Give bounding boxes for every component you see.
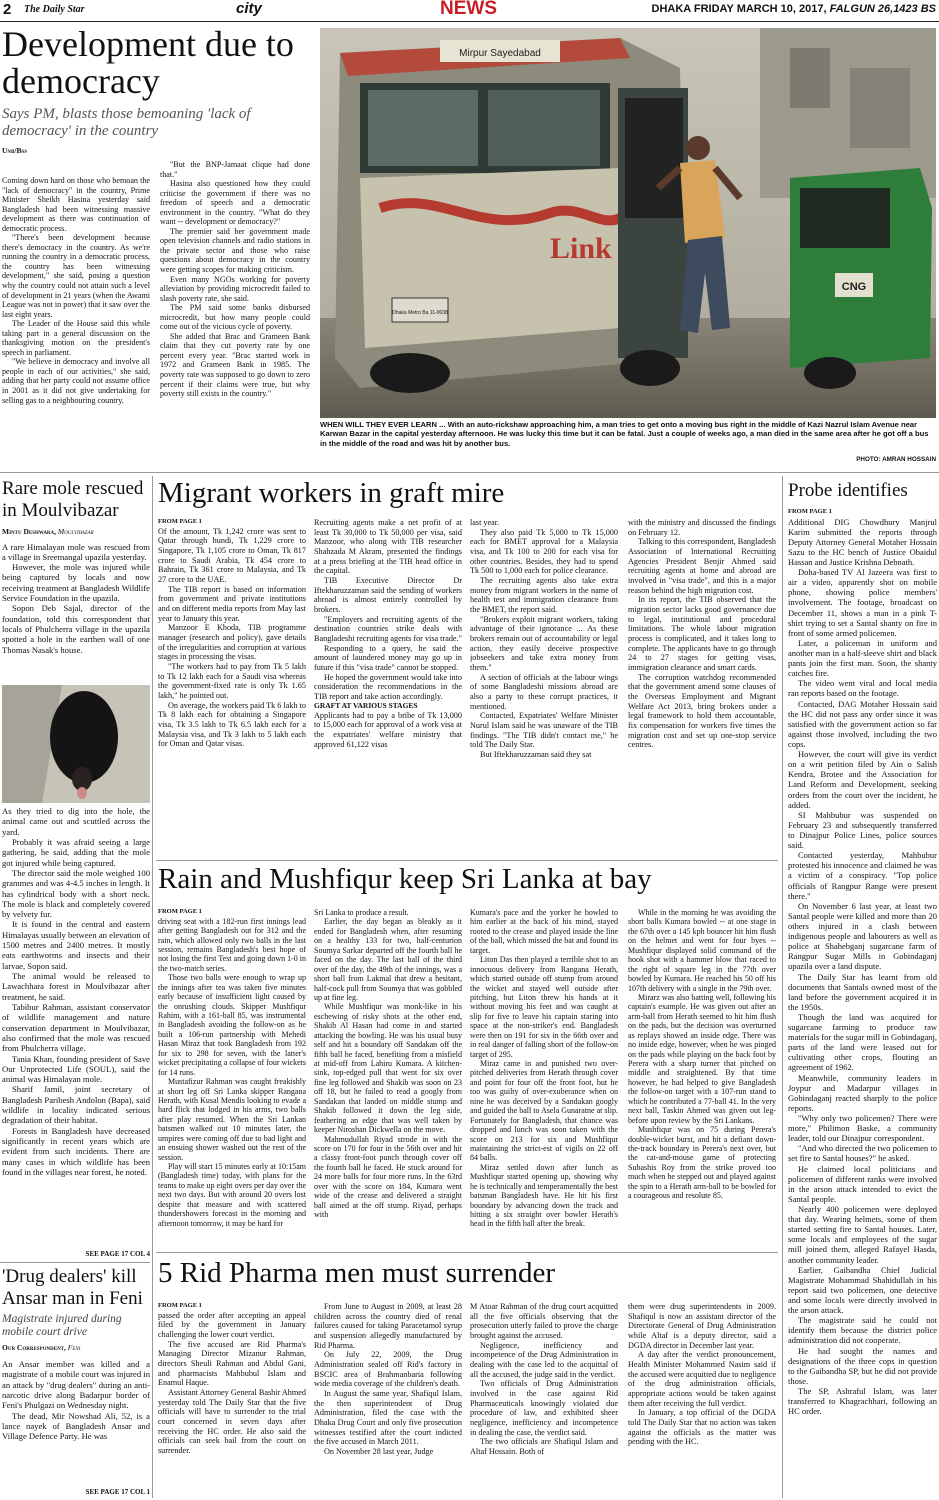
dateline-date: DHAKA FRIDAY MARCH 10, 2017,	[651, 3, 827, 15]
mole-paragraph: The animal would be released to Lawachhara forest in Moulvibazar after treatment, he said.	[2, 971, 150, 1002]
migrant-paragraph: "Employers and recruiting agents of the destination countries strike deals with Bangladeshi recruiting agents for visa trade."	[314, 614, 462, 644]
cricket-column-4	[628, 908, 776, 1248]
column-rule	[782, 476, 783, 1498]
lead-paragraph: "There's been development because there's democracy in the country. As we're running the country in a democratic process, the country has been witnessing development," she said, posing a question why the country could not attain such a level of development in 21 years (when the Awami League was not in power) that it saw over the last eight years.	[2, 233, 150, 319]
cricket-paragraph: Mushfiqur was on 75 during Perera's double-wicket burst, and hit a defiant down-the-track boundary in Perera's next over, but the cat-and-mouse game of protecting Subashis Roy from the strike proved too much when he stepped out and played against the spin to a Herath arm-ball to be bowled for a courageous and resolute 85.	[628, 1125, 776, 1201]
dateline	[652, 3, 936, 16]
pharma-paragraph: In August the same year, Shafiqul Islam, the then superintendent of Drug Administration, filed the case with the Dhaka Drug Court and only five prosecution witnesses testified after the court indicted the five accused in March 2011.	[314, 1389, 462, 1447]
cricket-column-3	[470, 908, 618, 1248]
probe-from-page: FROM PAGE 1	[788, 507, 832, 515]
mole-paragraph: Tabibur Rahman, assistant conservator of wildlife management and nature conservation department in Moulvibazar, also confirmed that the mole was rescued from Phulcherra village.	[2, 1001, 150, 1054]
probe-paragraph: Meanwhile, community leaders in Joypur and Madarpur villages in Gobindaganj reacted sharply to the police reports.	[788, 1072, 937, 1113]
mole-paragraph: Tania Khan, founding president of Save Our Unprotected Life (SOUL), said the animal was Himalayan mole.	[2, 1053, 150, 1085]
probe-paragraph: The Daily Star has learnt from old documents that Santals owned most of the land before the government acquired it in the 1950s.	[788, 971, 937, 1012]
lead-paragraph: The PM said some banks disbursed microcredit, but how many people could come out of the vicious cycle of poverty.	[160, 303, 310, 332]
pharma-paragraph: M Atoar Rahman of the drug court acquitted all the five officials observing that the prosecution utterly failed to prove the charge brought against the accused.	[470, 1302, 618, 1341]
migrant-column-4	[628, 518, 776, 856]
pharma-column-3	[470, 1302, 618, 1498]
probe-paragraph: He claimed local politicians and policemen of different ranks were involved in the arson attack intended to evict the Santal people.	[788, 1163, 937, 1204]
mole-byline	[2, 528, 150, 537]
cricket-paragraph: Mahmudullah Riyad strode in with the score on 170 for four in the 56th over and hit a classy front-foot punch through cover off the fourth ball he faced. He stuck around for 24 more balls for four more runs. In the 63rd over with the score on 184, Kumara went wide of the crease and delivered a straight ball aimed at the off stump. Riyad, perhaps with	[314, 1134, 462, 1219]
mole-paragraph: A rare Himalayan mole was rescued from a village in Sreemangal upazila yesterday.	[2, 541, 150, 562]
cricket-paragraph: Liton Das then played a terrible shot to an innocuous delivery from Rangana Herath, which started outside off stump from around the wicket and stayed well outside after pitching, but Liton threw his hands at it without moving his feet and was caught at slip for five to leave his captain staring into space at the non-striker's end. Bangladesh were then on 191 for six in the 66th over and in real danger of falling short of the follow-on target of 295.	[470, 955, 618, 1059]
bus-photo-illustration	[320, 28, 936, 418]
migrant-paragraph: But Iftekharuzzaman said they sat	[480, 750, 592, 760]
mole-paragraph: Forests in Bangladesh have decreased significantly in recent years which are evident from such incidents. There are many cases in which wildlife has been found in the villages near forest, he noted.	[2, 1125, 150, 1177]
caption-lead: WHEN WILL THEY EVER LEARN ...	[320, 420, 446, 429]
mole-paragraph: As they tried to dig into the hole, the animal came out and scuttled across the yard.	[2, 806, 150, 837]
migrant-paragraph: Recruiting agents make a net profit of at least Tk 30,000 to Tk 50,000 per visa, said Manzoor, who along with TIB researcher Shahzada M Akram, presented the findings at a press briefing at the TIB head office in the capital.	[314, 518, 462, 576]
lead-headline[interactable]: Development due to democracy	[2, 26, 294, 102]
pharma-headline[interactable]: 5 Rid Pharma men must surrender	[158, 1258, 556, 1289]
section-divider	[156, 860, 778, 861]
pharma-paragraph: On July 22, 2009, the Drug Administration sealed off Rid's factory in BSCIC area of Brahmanbaria following wide media coverage of the children's death.	[314, 1350, 462, 1389]
pharma-column-1	[158, 1302, 306, 1498]
pharma-paragraph: In January, a top official of the DGDA told The Daily Star that no action was taken against the officials as the matter was pending with the HC.	[628, 1408, 776, 1447]
probe-paragraph: He had sought the names and designations of the three cops in question to the Gaibandha SP, but he did not provide those.	[788, 1345, 937, 1386]
lead-deck: Says PM, blasts those bemoaning 'lack of democracy' in the country	[2, 106, 251, 140]
pharma-from-page: FROM PAGE 1	[158, 1302, 202, 1309]
migrant-paragraph: Applicants had to pay a bribe of Tk 13,000 to 15,000 each for approval of a work visa at the expatriates' welfare ministry that approved 61,122 visas	[314, 710, 462, 749]
page-masthead	[0, 0, 939, 22]
pharma-paragraph: them were drug superintendents in 2009. Shafiqul is now an assistant director of the Directorate General of Drug Administration while Altaf is a deputy director, said a DGDA director in December last year.	[628, 1302, 776, 1350]
mole-paragraph: Sopon Deb Sajal, director of the foundation, told this correspondent that locals of Phulcherra village in the upazila spotted a hole in the earthen wall of one Thomas Nasak's house.	[2, 603, 150, 655]
pharma-paragraph: On November 28 last year, Judge	[324, 1447, 434, 1457]
cricket-paragraph: While Mushfiqur was monk-like in his eschewing of risky shots at the other end, Shakib Al Hasan had come in and started attacking the bowling. He was his usual busy self and hit a boundary off Sandakan off the fifth ball he faced, benefiting from a misfield at mid-off from Lahiru Kumara. A kitchen-sink, top-edged pull that went for six over fine leg followed and Shakib was soon on 23 off 18, but he failed to read a googly from Sandakan that landed on middle stump and Shakib followed it down the leg side, feathering an edge that was well taken by keeper Niroshan Dickwella on the move.	[314, 1002, 462, 1135]
section-name: city	[236, 0, 262, 17]
lead-paragraph: She added that Brac and Grameen Bank claim that they cut poverty rate by one percent every year. "Brac started work in 1972 and Grameen Bank in 1985. The poverty rate was supposed to go down to zero percent if their claims were true, but why poverty still exists in the country."	[160, 331, 310, 399]
cricket-from-page: FROM PAGE 1	[158, 908, 202, 915]
probe-paragraph: Doha-based TV Al Jazeera was first to air a video, apparently shot on mobile phone, showing police members' involvement. The footage, broadcast on December 11, shows a man in a pink T-shirt trying to set a Santal shanty on fire in front of some armed policemen.	[788, 567, 937, 638]
lead-paragraph: "But the BNP-Jamaat clique had done that."	[160, 160, 310, 179]
migrant-column-2	[314, 518, 462, 856]
migrant-paragraph: Responding to a query, he said the amount of laundered money may go up in future if this "visa trade" cannot be stopped.	[314, 643, 462, 673]
photo-credit: PHOTO: AMRAN HOSSAIN	[856, 456, 936, 463]
pharma-paragraph: The two officials are Shafiqul Islam and Altaf Hossain. Both of	[470, 1437, 618, 1457]
migrant-paragraph: He hoped the government would take into consideration the recommendations in the TIB report and take action accordingly.	[314, 672, 462, 702]
lead-paragraph: Even many NGOs working for poverty alleviation by providing microcredit failed to slash poverty rate, she said.	[160, 274, 310, 303]
migrant-paragraph: The TIB report is based on information from government and private institutions and on different media reports from May last year to January this year.	[158, 584, 306, 623]
drug-jump-link[interactable]: SEE PAGE 17 COL 1	[85, 1488, 150, 1496]
migrant-paragraph: Of the amount, Tk 1,242 crore was sent to Qatar through hundi, Tk 1,229 crore to Singapore, Tk 1,105 crore to Oman, Tk 817 crore to Saudi Arabia, Tk 454 crore to Bahrain, Tk 361 crore to Malaysia, and Tk 27 crore to the UAE.	[158, 526, 306, 585]
cricket-paragraph: Mustafizur Rahman was caught freakishly at short leg off Sri Lanka skipper Rangana Herath, with Kusal Mendis looking to evade a hard flick that lodged in his arms, two balls after play resumed. When the Sri Lankan batsmen walked out 10 minutes later, the umpires were coming off due to bad light and an ensuing shower washed out the rest of the session.	[158, 1077, 306, 1162]
mole-headline[interactable]: Rare mole rescued in Moulvibazar	[2, 478, 144, 521]
probe-paragraph: Though the land was acquired for sugarcane farming to produce raw materials for the sugar mill in Gobindaganj, parts of the land were leased out for cultivating other crops, flouting an agreement of 1962.	[788, 1011, 937, 1073]
probe-paragraph: "Why only two policemen? There were more," Philimon Baske, a community leader, told our Dinajpur correspondent.	[788, 1113, 937, 1144]
cricket-paragraph: Miraz came in and punished two over-pitched deliveries from Herath through cover and point for four off the front foot, but he too was guilty of over-exuberance when on nine he was deceived by a Sandakan googly and guided the ball to Asela Gunaratne at slip. Fortunately for Bangladesh, that chance was dropped and lunch was soon taken with the score on 213 for six and Mushfiqur maintaining the strict-est of vigils on 22 off 84 balls.	[470, 1059, 618, 1163]
mole-photo	[2, 685, 150, 803]
migrant-paragraph: On average, the workers paid Tk 6 lakh to Tk 8 lakh each for obtaining a Singapore visa, Tk 3.5 lakh to Tk 6.5 lakh each for a Malaysia visa, and Tk 3 lakh to 5 lakh each for Oman and Qatar visas.	[158, 700, 306, 749]
lead-byline: Unb/Bss	[2, 145, 28, 155]
drug-deck: Magistrate injured during mobile court drive	[2, 1312, 122, 1339]
probe-paragraph: Nearly 400 policemen were deployed that day. Wearing helmets, some of them started setting fire to Santal houses. Later, some locals and employees of the sugar mill joined them, alleged Rafayel Hasda, another community leader.	[788, 1204, 937, 1265]
pharma-paragraph: A day after the verdict pronouncement, Health Minister Mohammed Nasim said if the accused were acquitted due to negligence of the drug administration officials, appropriate actions would be taken against them after receiving the full verdict.	[628, 1350, 776, 1408]
migrant-subhead: GRAFT AT VARIOUS STAGES	[314, 700, 418, 710]
migrant-paragraph: The recruiting agents also take extra money from migrant workers in the name of health test and immigration clearance from the BMET, the report said.	[470, 576, 618, 615]
migrant-paragraph: "The workers had to pay from Tk 5 lakh to Tk 12 lakh each for a Saudi visa whereas the government-fixed rate is only Tk 1.65 lakh," he pointed out.	[158, 662, 306, 701]
cricket-paragraph: Miraz settled down after lunch as Mushfiqur started opening up, showing why he is technically and temperamentally the best batsman Bangladesh have. He hit his first boundary by advancing down the track and hitting a six straight over bowler Herath's head in the fifth ball after the break.	[470, 1162, 618, 1229]
news-photo	[320, 28, 936, 418]
bus-plate-text: Dhaka Metro Ba 11-0638	[392, 310, 448, 316]
caption-text: With an auto-rickshaw approaching him, a man tries to get onto a moving bus right in the middle of Kazi Nazrul Islam Avenue near Karwan Bazar in the capital yesterday afternoon. He was lucky this time but it can be fatal. Just a couple of weeks ago, a man died in the same area after he got off a bus in the middle of the road and was hit by another bus.	[320, 420, 929, 448]
lead-paragraph: "We believe in democracy and involve all people in each of our activities," she said, adding that her party could not assume office in 2001 as it did not give undertaking for selling gas to a neighbouring country.	[2, 357, 150, 405]
pharma-paragraph: From June to August in 2009, at least 28 children across the country died of renal failures caused for taking Paracetamol syrup and suspension allegedly manufactured by Rid Pharma.	[314, 1302, 462, 1350]
probe-paragraph: The magistrate said he could not identify them because the district police administration did not cooperate.	[788, 1315, 937, 1346]
bus-painted-word: Link	[550, 232, 612, 265]
migrant-paragraph: A section of officials at the labour wings of some Bangladeshi missions abroad are also a party to these corrupt practices, it mentioned.	[470, 672, 618, 711]
migrant-paragraph: last year.	[470, 518, 500, 527]
lead-paragraph: The Leader of the House said this while taking part in a general discussion on the thanksgiving motion on the president's speech in parliament.	[2, 319, 150, 357]
mole-paragraph: However, the mole was injured while being captured by locals and now receiving treatment at Bangladesh Wildlife Service Foundation in the upazila.	[2, 562, 150, 604]
probe-paragraph: "And who directed the two policemen to set fire to Santal houses?" he asked.	[788, 1143, 937, 1164]
pharma-paragraph: Two officials of Drug Administration involved in the case against Rid Pharmaceuticals knowingly violated due procedure of law, and exhibited sheer negligence, inefficiency and incompetence in dealing the case, the verdict said.	[470, 1379, 618, 1437]
lead-paragraph: Coming down hard on those who bemoan the "lack of democracy" in the country, Prime Minister Sheikh Hasina yesterday said Bangladesh had been witnessing massive development as there was continuation of democratic process.	[2, 176, 150, 233]
drug-paragraph: An Ansar member was killed and a magistrate of a mobile court was injured in an attack by "drug dealers" during an anti-narcotic drive along Badarpur border of Feni's Phulgazi on Wednesday night.	[2, 1359, 150, 1411]
pharma-column-2	[314, 1302, 462, 1498]
mole-paragraph: It is found in the central and eastern Himalayas usually between an elevation of 1500 metres and 2400 metres. It mostly eats earthworms and insects and their larvae, Sopon said.	[2, 919, 150, 971]
migrant-headline-block	[158, 478, 778, 518]
probe-headline[interactable]: Probe identifies	[788, 480, 908, 501]
cricket-paragraph: Those two balls were enough to wrap up the innings after tea was taken five minutes early because of insufficient light caused by the onrushing clouds. Skipper Mushfiqur Rahim, with a 161-ball 85, was instrumental in Bangladesh avoiding the follow-on as he built a 106-run partnership with Mehedi Hasan Miraz that took Bangladesh from 192 for six to 298 for seven, with the latter's wicket precipitating a collapse of four wickets for 14 runs.	[158, 973, 306, 1077]
pharma-column-4	[628, 1302, 776, 1498]
migrant-column-1	[158, 518, 306, 856]
migrant-paragraph: TIB Executive Director Dr Iftekharuzzaman said the sending of workers abroad is almost entirely controlled by brokers.	[314, 576, 462, 615]
drug-byline-name: Our Correspondent,	[2, 1343, 66, 1353]
pharma-headline-block	[158, 1258, 778, 1298]
migrant-from-page: FROM PAGE 1	[158, 518, 202, 525]
probe-story	[788, 480, 937, 1498]
cricket-paragraph: Earlier, the day began as bleakly as it ended for Bangladesh when, after resuming on a healthy 133 for two, half-centurion Soumya Sarkar departed off the fourth ball he faced on the day. The last ball of the third over of the day, the 49th of the innings, was a short ball from Lakmal that drew a hesitant, half-cock pull from Soumya that was gobbled up at fine leg.	[314, 917, 462, 1002]
migrant-paragraph: They also paid Tk 5,000 to Tk 15,000 each for BMET approval for a Malaysia visa, and Tk 100 to 200 for each visa for other countries. Besides, they had to spend Tk 500 to 1,000 each for police clearance.	[470, 527, 618, 576]
probe-paragraph: The video went viral and local media ran reports based on the footage.	[788, 678, 937, 699]
bus-route-text: Mirpur Sayedabad	[459, 48, 541, 59]
column-rule	[152, 476, 153, 1498]
section-divider	[0, 472, 939, 473]
drug-headline[interactable]: 'Drug dealers' kill Ansar man in Feni	[2, 1266, 143, 1309]
probe-paragraph: Contacted yesterday, Mahbubur protested his innocence and claimed he was a victim of a conspiracy. "Top police officials of Rangpur Range were present there."	[788, 850, 937, 901]
mole-top-text	[2, 542, 150, 655]
cricket-paragraph: driving seat with a 182-run first innings lead after getting Bangladesh out for 312 and the rain, which allowed only two balls in the last session, remains Bangladesh's best hope of not losing the first Test and going down 1-0 in the two-match series.	[158, 916, 306, 973]
migrant-paragraph: Manzoor E Khoda, TIB programme manager (research and policy), gave details of the irregularities and corruption at various stages in processing the visas.	[158, 623, 306, 662]
probe-paragraph: However, the court will give its verdict on a writ petition filed by Ain o Salish Kendra, Brotee and the Association for Land Reform and Development, seeking orders from the court over the incident, he added.	[788, 749, 937, 810]
migrant-paragraph: Contacted, Expatriates' Welfare Minister Nurul Islam said he was unaware of the TIB findings. "The TIB didn't contact me," he told The Daily Star.	[470, 711, 618, 750]
page-number: 2	[3, 1, 12, 18]
probe-paragraph: On November 6 last year, at least two Santal people were killed and more than 20 others injured in a clash between indigenous people and labourers as well as police at Shahebganj sugarcane farm of Rangpur Sugar Mills in Gobindaganj upazila over a land dispute.	[788, 900, 937, 972]
dateline-bengali: FALGUN 26,1423 BS	[829, 3, 936, 15]
photo-caption	[320, 420, 936, 458]
probe-paragraph: Additional DIG Chowdhury Manjrul Karim submitted the reports through Deputy Attorney General Motaher Hossain Sazu to the HC bench of Justice Obaidul Hassan and Justice Krishna Debnath.	[788, 516, 937, 568]
cng-label: CNG	[841, 281, 867, 293]
mole-paragraph: The director said the mole weighed 100 grammes and was 4-4.5 inches in length. It has cylindrical body with a short neck. The mole is black and completely covered by velvety fur.	[2, 867, 150, 920]
mole-bottom-text	[2, 806, 150, 1248]
lead-paragraph: The premier said her government made open television channels and radio stations in the private sector and those who raise questions about democracy in the country were getting scopes for making criticism.	[160, 226, 310, 275]
lead-paragraph: Hasina also questioned how they could criticise the government if there was no freedom of speech and a democratic environment in the country. "What do they want -- development or democracy?"	[160, 179, 310, 227]
probe-paragraph: Earlier, Gaibandha Chief Judicial Magistrate Mohammad Shahidullah in his report said two policemen, one detective and some locals were directly involved in the arson attack.	[788, 1264, 937, 1316]
probe-paragraph: Contacted, DAG Motaher Hossain said the HC did not pass any order since it was satisfied with the government action so far against those involved, including the two cops.	[788, 698, 937, 749]
cricket-headline-block	[158, 864, 778, 904]
drug-paragraph: The dead, Mir Nowshad Ali, 52, is a lance nayek of Bangladesh Ansar and Village Defence Party. He was	[2, 1410, 150, 1442]
mole-jump-link[interactable]: SEE PAGE 17 COL 4	[85, 1250, 150, 1258]
migrant-column-3	[470, 518, 618, 856]
pharma-paragraph: passed the order after accepting an appeal filed by the government in January challenging the lower court verdict.	[158, 1310, 306, 1339]
lead-column-1	[2, 176, 150, 468]
migrant-paragraph: In its report, the TIB observed that the migration sector lacks good governance due to legal, institutional and procedural limitations. The whole labour migration process is complicated, and it takes long to complete. The applicants have to go through 24 to 27 stages for getting visas, immigration clearance and smart cards.	[628, 595, 776, 673]
cricket-column-1	[158, 908, 306, 1248]
cricket-column-2	[314, 908, 462, 1248]
migrant-paragraph: The corruption watchdog recommended that the government amend some clauses of the Overseas Employment and Migrant Welfare Act 2013, bring brokers under a legal framework to hold them accountable, fix compensation for workers five times the migration cost and set up one-stop service centres.	[628, 672, 776, 750]
cricket-paragraph: While in the morning he was avoiding the short balls Kumara bowled -- at one stage in the 67th over a 145 kph bouncer hit him flush on the helmet and went for four byes -- Mushfiqur displayed solid command of the hook shot with a hammer blow that raced to the right of square leg in the 77th over bowled by Kumara. He reached his 50 off his 107th delivery with a single in the 79th over.	[628, 908, 776, 993]
drug-byline	[2, 1344, 150, 1353]
pharma-paragraph: Negligence, inefficiency and incompetence of the Drug Administration in dealing with the case led to the acquittal of all the accused, the judge said in the verdict.	[470, 1340, 618, 1379]
mole-illustration	[2, 685, 150, 803]
cricket-paragraph: Kumara's pace and the yorker he bowled to him earlier at the back of his mind, stayed rooted to the crease and played inside the line of the ball, which missed the bat and found its target.	[470, 908, 618, 955]
lead-column-2	[160, 160, 310, 468]
probe-text	[788, 508, 937, 1416]
probe-paragraph: SI Mahbubur was suspended on February 23 and subsequently transferred to Dinajpur Police Lines, police sources said.	[788, 809, 937, 851]
section-label: NEWS	[440, 0, 497, 19]
drug-byline-place: Feni	[67, 1343, 81, 1353]
migrant-paragraph: Talking to this correspondent, Bangladesh Association of International Recruiting Agencies President Benjir Ahmed said recruiting agents at home and abroad are involved in "visa trade", and this is a major reason behind the high migration cost.	[628, 537, 776, 595]
migrant-paragraph: "Brokers exploit migrant workers, taking advantage of their ignorance ... As these brokers remain out of accountability or legal action, they easily deceive prospective jobseekers and take extra money from them."	[470, 614, 618, 673]
lead-story	[2, 26, 312, 468]
mole-paragraph: Sharif Jamil, joint secretary of Bangladesh Paribesh Andolon (Bapa), said wildlife in locality indicated serious degradation of their habitat.	[2, 1084, 150, 1126]
cricket-paragraph: Play will start 15 minutes early at 10:15am (Bangladesh time) today, with plans for the teams to make up eight overs per day over the next two days. But with around 20 overs lost despite that measure and with scattered thundershowers forecast in the morning and afternoon tomorrow, it may be hard for	[158, 1162, 306, 1228]
drug-story	[2, 1266, 150, 1488]
mole-byline-name: Mintu Deshwara,	[2, 526, 57, 536]
paper-name: The Daily Star	[24, 4, 85, 15]
cricket-paragraph: Mirarz was also batting well, following his captain's example. He was given out after an arm-ball from Herath seemed to hit him flush on the pads, but the decision was overturned as replays showed an inside edge. There was no inside edge, however, when he was pinged on the pads while playing on the back foot by Perera with a sharp turner that pitched on middle and straightened. By that time however, he had helped to give Bangladesh the follow-on target with a 107-run stand to which he contributed a 77-ball 41. In the very next ball, Taskin Ahmed was given out leg-before upon review by the Sri Lankans.	[628, 992, 776, 1125]
cricket-headline[interactable]: Rain and Mushfiqur keep Sri Lanka at bay	[158, 864, 652, 895]
pharma-paragraph: Assistant Attorney General Bashir Ahmed yesterday told The Daily Star that the five officials will have to surrender to the trial court concerned in seven days after receiving the HC order. He also said the officials can seek bail from the court on surrender.	[158, 1388, 306, 1456]
drug-text	[2, 1359, 150, 1442]
section-divider	[0, 1262, 150, 1263]
mole-byline-place: Moulvibazar	[57, 526, 94, 536]
mole-paragraph: Probably it was afraid seeing a large gathering, he said, adding that the mole got injured while being captured.	[2, 836, 150, 868]
migrant-headline[interactable]: Migrant workers in graft mire	[158, 478, 505, 509]
migrant-paragraph: with the ministry and discussed the findings on February 12.	[628, 518, 776, 537]
probe-paragraph: The SP, Ashraful Islam, was later transferred to Khagrachhari, following an HC order.	[788, 1385, 937, 1417]
cricket-paragraph: Sri Lanka to produce a result.	[314, 908, 409, 917]
section-divider	[156, 1252, 778, 1253]
pharma-paragraph: The five accused are Rid Pharma's Managing Director Mizanur Rahman, directors Sheuli Rahman and Abdul Gani, and pharmacists Mahbubul Islam and Enamul Haque.	[158, 1339, 306, 1388]
probe-paragraph: Later, a policeman in uniform and another man in a half-sleeve shirt and black pants join the first man. Soon, the shanty catches fire.	[788, 637, 937, 679]
